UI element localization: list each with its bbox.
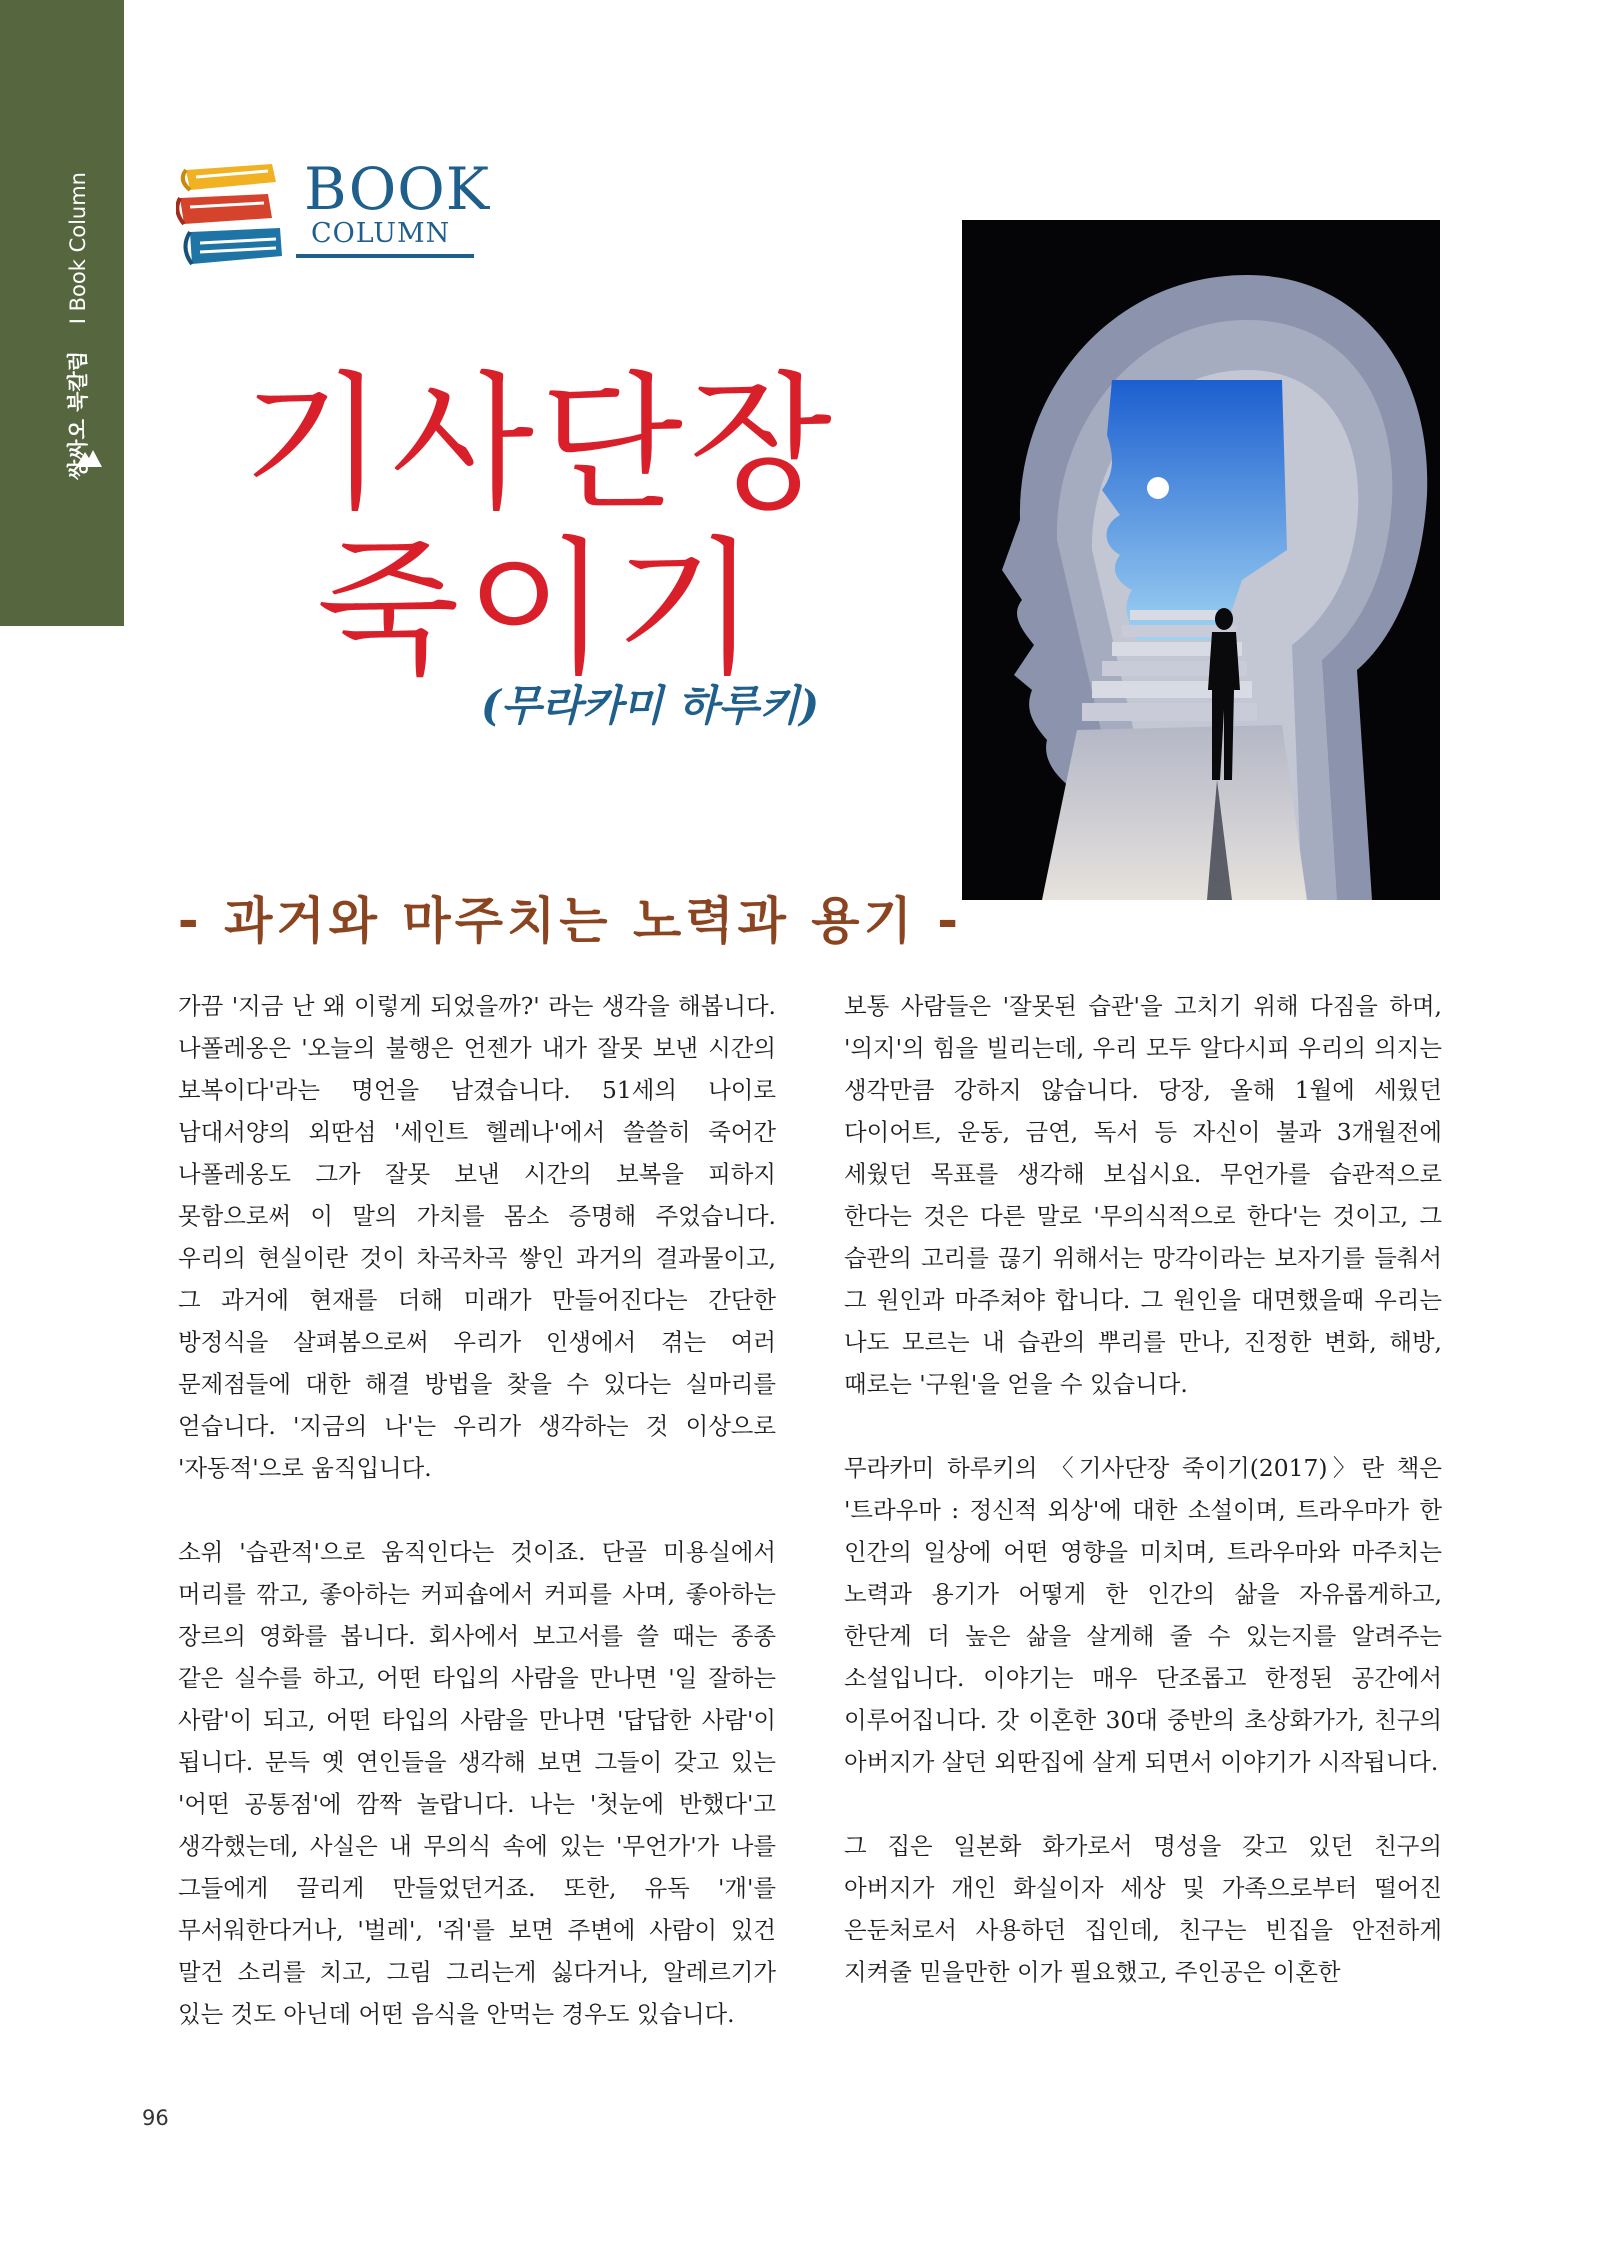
book-author: (무라카미 하루키) <box>480 681 820 730</box>
section-name: I Book Column <box>66 172 90 325</box>
paragraph: 소위 '습관적'으로 움직인다는 것이죠. 단골 미용실에서 머리를 깎고, 좋아하는 커피숍에서 커피를 사며, 좋아하는 장르의 영화를 봅니다. 회사에서 보고서를 쓸 때는 종종 같은 실수를 하고, 어떤 타입의 사람을 만나면 '일 잘하는 사람'이 되고, 어떤 타입의 사람을 만나면 '답답한 사람'이 됩니다. 문득 옛 연인들을 생각해 보면 그들이 갖고 있는 '어떤 공통점'에 깜짝 놀랍니다. 나는 '첫눈에 반했다'고 생각했는데, 사실은 내 무의식 속에 있는 '무언가'가 나를 그들에게 끌리게 만들었던거죠. 또한, 유독 '개'를 무서워한다거나, '벌레', '쥐'를 보면 주변에 사람이 있건 말건 소리를 치고, 그림 그리는게 싫다거나, 알레르기가 있는 것도 아닌데 어떤 음식을 안먹는 경우도 있습니다. <box>178 1538 776 2028</box>
paragraph: 가끔 '지금 난 왜 이렇게 되었을까?' 라는 생각을 해봅니다. 나폴레옹은 '오늘의 불행은 언젠가 내가 잘못 보낸 시간의 보복이다'라는 명언을 남겼습니다. 51세의 나이로 남대서양의 외딴섬 '세인트 헬레나'에서 쓸쓸히 죽어간 나폴레옹도 그가 잘못 보낸 시간의 보복을 피하지 못함으로써 이 말의 가치를 몸소 증명해 주었습니다. 우리의 현실이란 것이 차곡차곡 쌓인 과거의 결과물이고, 그 과거에 현재를 더해 미래가 만들어진다는 간단한 방정식을 살펴봄으로써 우리가 인생에서 겪는 여러 문제점들에 대한 해결 방법을 찾을 수 있다는 실마리를 얻습니다. '지금의 나'는 우리가 생각하는 것 이상으로 '자동적'으로 움직입니다. <box>178 992 776 1482</box>
article-subtitle: - 과거와 마주치는 노력과 용기 - <box>177 892 963 950</box>
logo-column-word: COLUMN <box>311 218 451 249</box>
section-label <box>62 172 92 480</box>
paragraph: 보통 사람들은 '잘못된 습관'을 고치기 위해 다짐을 하며, '의지'의 힘을 빌리는데, 우리 모두 알다시피 우리의 의지는 생각만큼 강하지 않습니다. 당장, 올해 1월에 세웠던 다이어트, 운동, 금연, 독서 등 자신이 불과 3개월전에 세웠던 목표를 생각해 보십시요. 무언가를 습관적으로 한다는 것은 다른 말로 '무의식적으로 한다'는 것이고, 그 습관의 고리를 끊기 위해서는 망각이라는 보자기를 들춰서 그 원인과 마주쳐야 합니다. 그 원인을 대면했을때 우리는 나도 모르는 내 습관의 뿌리를 만나, 진정한 변화, 해방, 때로는 '구원'을 얻을 수 있습니다. <box>844 992 1442 1398</box>
book-title <box>190 358 890 695</box>
paragraph: 그 집은 일본화 화가로서 명성을 갖고 있던 친구의 아버지가 개인 화실이자 세상 및 가족으로부터 떨어진 은둔처로서 사용하던 집인데, 친구는 빈집을 안전하게 지켜줄 믿을만한 이가 필요했고, 주인공은 이혼한 <box>844 1832 1442 1986</box>
section-sidebar-tab <box>0 0 124 626</box>
article-column-left <box>178 985 776 2077</box>
page-number: 96 <box>142 2106 169 2130</box>
book-cover-illustration <box>962 220 1440 900</box>
title-line-1: 기사단장 <box>242 358 838 530</box>
paragraph: 무라카미 하루키의 〈기사단장 죽이기(2017)〉란 책은 '트라우마 : 정신적 외상'에 대한 소설이며, 트라우마가 한 인간의 일상에 어떤 영향을 미치며, 트라우마와 마주치는 노력과 용기가 어떻게 한 인간의 삶을 자유롭게하고, 한단계 더 높은 삶을 살게해 줄 수 있는지를 알려주는 소설입니다. 이야기는 매우 단조롭고 한정된 공간에서 이루어집니다. 갓 이혼한 30대 중반의 초상화가가, 친구의 아버지가 살던 외딴집에 살게 되면서 이야기가 시작됩니다. <box>844 1454 1442 1776</box>
logo-book-word: BOOK <box>304 155 491 223</box>
book-stack-icon <box>176 160 286 272</box>
title-line-2: 죽이기 <box>316 523 764 695</box>
article-column-right <box>844 985 1442 2035</box>
logo-underline <box>296 254 474 258</box>
section-brand: 쌍싸오 북칼럼 <box>66 350 90 480</box>
